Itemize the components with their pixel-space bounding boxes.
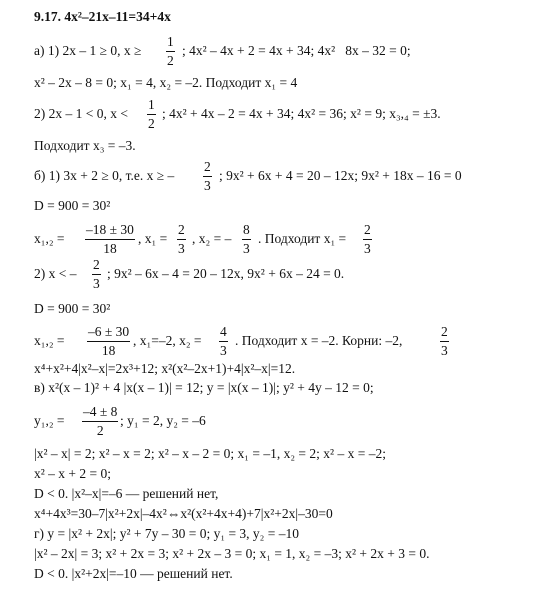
line-v-case1: |x² – x| = 2; x² – x = 2; x² – x – 2 = 0; x₁ = –1, x₂ = 2; x² – x = –2; <box>34 446 386 461</box>
line-v-case2: x² – x + 2 = 0; <box>34 466 112 481</box>
line-a1-start: а) 1) 2x – 1 ≥ 0, x ≥ <box>34 43 142 58</box>
fraction-two-thirds: $\frac{2}{3}$ <box>178 222 185 256</box>
line-a1-end: ; 4x² – 4x + 2 = 4x + 34; 4x² 8x – 32 = 0; <box>182 43 411 58</box>
line-b1-root2-label: , x₂ = – <box>192 231 232 246</box>
line-b1-start: б) 1) 3x + 2 ≥ 0, т.е. x ≥ – <box>34 168 175 183</box>
line-b1-root1-label: , x₁ = <box>138 231 168 246</box>
fraction-four-thirds: $\frac{4}{3}$ <box>220 324 227 358</box>
problem-heading: 9.17. 4x²–21x–11=34+4x <box>34 9 171 24</box>
line-v-equation: x⁴+x²+4|x²–x|=2x³+12; x²(x²–2x+1)+4|x²–x|=12. <box>34 361 296 376</box>
fraction-quadratic-formula: $\frac{-18 \pm 30}{18}$ <box>86 222 134 256</box>
line-v-substitution: в) x²(x – 1)² + 4 |x(x – 1)| = 12; y = |x(x – 1)|; y² + 4y – 12 = 0; <box>34 380 374 395</box>
line-b2-roots-label: x₁,₂ = <box>34 333 65 348</box>
line-discriminant-2: D = 900 = 30² <box>34 301 111 316</box>
fraction-two-thirds: $\frac{2}{3}$ <box>93 257 100 291</box>
fraction-one-half: $\frac{1}{2}$ <box>148 97 155 131</box>
line-a2-start: 2) 2x – 1 < 0, x < <box>34 106 128 121</box>
line-v-roots-label: y₁,₂ = <box>34 413 65 428</box>
line-b2-answer: . Подходит x = –2. Корни: –2, <box>235 333 403 348</box>
fraction-quadratic-formula: $\frac{-4 \pm 8}{2}$ <box>83 404 118 438</box>
fraction-two-thirds: $\frac{2}{3}$ <box>441 324 448 358</box>
line-g-no-solutions: D < 0. |x²+2x|=–10 — решений нет. <box>34 566 233 581</box>
fraction-eight-thirds: $\frac{8}{3}$ <box>243 222 250 256</box>
line-b2-roots: , x₁=–2, x₂ = <box>133 333 202 348</box>
fraction-one-half: $\frac{1}{2}$ <box>167 34 174 68</box>
line-v-roots: ; y₁ = 2, y₂ = –6 <box>120 413 206 428</box>
fraction-quadratic-formula: $\frac{-6 \pm 30}{18}$ <box>88 324 130 358</box>
line-g-case1: |x² – 2x| = 3; x² + 2x = 3; x² + 2x – 3 = 0; x₁ = 1, x₂ = –3; x² + 2x + 3 = 0. <box>34 546 430 561</box>
line-b2-start: 2) x < – <box>34 266 77 281</box>
line-a1-roots: x² – 2x – 8 = 0; x₁ = 4, x₂ = –2. Подходит x₁ = 4 <box>34 75 298 90</box>
line-v-no-solutions: D < 0. |x²–x|=–6 — решений нет, <box>34 486 219 501</box>
line-a2-end: ; 4x² + 4x – 2 = 4x + 34; 4x² = 36; x² = 9; x₃,₄ = ±3. <box>162 106 441 121</box>
fraction-two-thirds: $\frac{2}{3}$ <box>204 159 211 193</box>
line-b1-end: ; 9x² + 6x + 4 = 20 – 12x; 9x² + 18x – 16 = 0 <box>219 168 462 183</box>
line-discriminant-1: D = 900 = 30² <box>34 198 111 213</box>
line-g-equation: x⁴+4x³=30–7|x²+2x|–4x²⇔x²(x²+4x+4)+7|x²+2x|–30=0 <box>34 506 333 521</box>
fraction-two-thirds: $\frac{2}{3}$ <box>364 222 371 256</box>
line-b1-roots-label: x₁,₂ = <box>34 231 65 246</box>
line-a2-answer: Подходит x₃ = –3. <box>34 138 136 153</box>
line-b2-end: ; 9x² – 6x – 4 = 20 – 12x, 9x² + 6x – 24 = 0. <box>107 266 345 281</box>
line-g-substitution: г) y = |x² + 2x|; y² + 7y – 30 = 0; y₁ = 3, y₂ = –10 <box>34 526 300 541</box>
line-b1-answer: . Подходит x₁ = <box>258 231 347 246</box>
